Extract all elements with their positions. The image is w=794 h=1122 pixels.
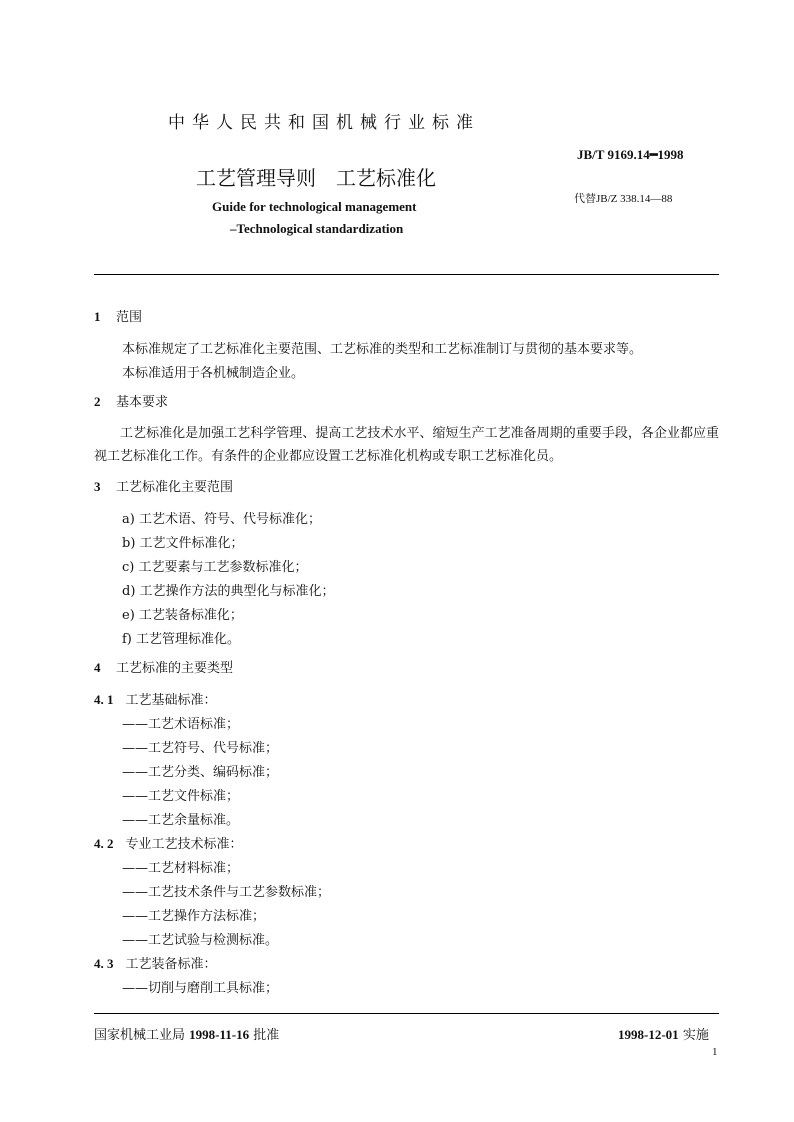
section-1-heading: 1 范围 <box>94 309 143 325</box>
list-item: f) 工艺管理标准化。 <box>122 632 241 647</box>
list-item: ——工艺余量标准。 <box>122 813 240 828</box>
list-item: a) 工艺术语、符号、代号标准化； <box>122 512 321 527</box>
list-item: ——工艺试验与检测标准。 <box>122 933 279 948</box>
subsection-4-1-heading: 4. 1 工艺基础标准： <box>94 692 217 708</box>
subsection-4-3-heading: 4. 3 工艺装备标准： <box>94 956 217 972</box>
list-item: c) 工艺要素与工艺参数标准化； <box>122 560 308 575</box>
section-1-paragraph-1: 本标准规定了工艺标准化主要范围、工艺标准的类型和工艺标准制订与贯彻的基本要求等。 <box>122 342 643 357</box>
section-2-paragraph: 工艺标准化是加强工艺科学管理、提高工艺技术水平、缩短生产工艺准备周期的重要手段，各企业都应重视工艺标准化工作。有条件的企业都应设置工艺标准化机构或专职工艺标准化员。 <box>94 426 719 464</box>
list-item: ——工艺文件标准； <box>122 789 240 804</box>
list-item: e) 工艺装备标准化； <box>122 608 243 623</box>
list-item: ——工艺分类、编码标准； <box>122 765 279 780</box>
list-item: ——切削与磨削工具标准； <box>122 981 279 996</box>
section-1-paragraph-2: 本标准适用于各机械制造企业。 <box>122 366 305 381</box>
section-2-heading: 2 基本要求 <box>94 394 169 410</box>
list-item: ——工艺术语标准； <box>122 717 240 732</box>
list-item: ——工艺操作方法标准； <box>122 909 266 924</box>
list-item: ——工艺符号、代号标准； <box>122 741 279 756</box>
list-item: d) 工艺操作方法的典型化与标准化； <box>122 584 335 599</box>
list-item: ——工艺材料标准； <box>122 861 240 876</box>
list-item: b) 工艺文件标准化； <box>122 536 244 551</box>
approval-line: 国家机械工业局 1998-11-16 批准 <box>94 1027 280 1043</box>
header-divider <box>94 274 719 275</box>
footer-divider <box>94 1013 719 1014</box>
document-title-cn: 工艺管理导则 工艺标准化 <box>196 166 436 190</box>
page-number: 1 <box>712 1046 718 1058</box>
document-title-en-line1: Guide for technological management <box>212 199 417 214</box>
standard-number: JB/T 9169.14━1998 <box>577 147 684 162</box>
document-title-en-line2: –Technological standardization <box>230 221 404 236</box>
subsection-4-2-heading: 4. 2 专业工艺技术标准： <box>94 836 243 852</box>
section-4-heading: 4 工艺标准的主要类型 <box>94 660 234 676</box>
implementation-line: 1998-12-01 实施 <box>618 1027 709 1043</box>
section-3-heading: 3 工艺标准化主要范围 <box>94 479 234 495</box>
issuing-authority: 中华人民共和国机械行业标准 <box>168 113 480 133</box>
list-item: ——工艺技术条件与工艺参数标准； <box>122 885 331 900</box>
replaces-standard: 代替JB/Z 338.14—88 <box>574 193 673 205</box>
